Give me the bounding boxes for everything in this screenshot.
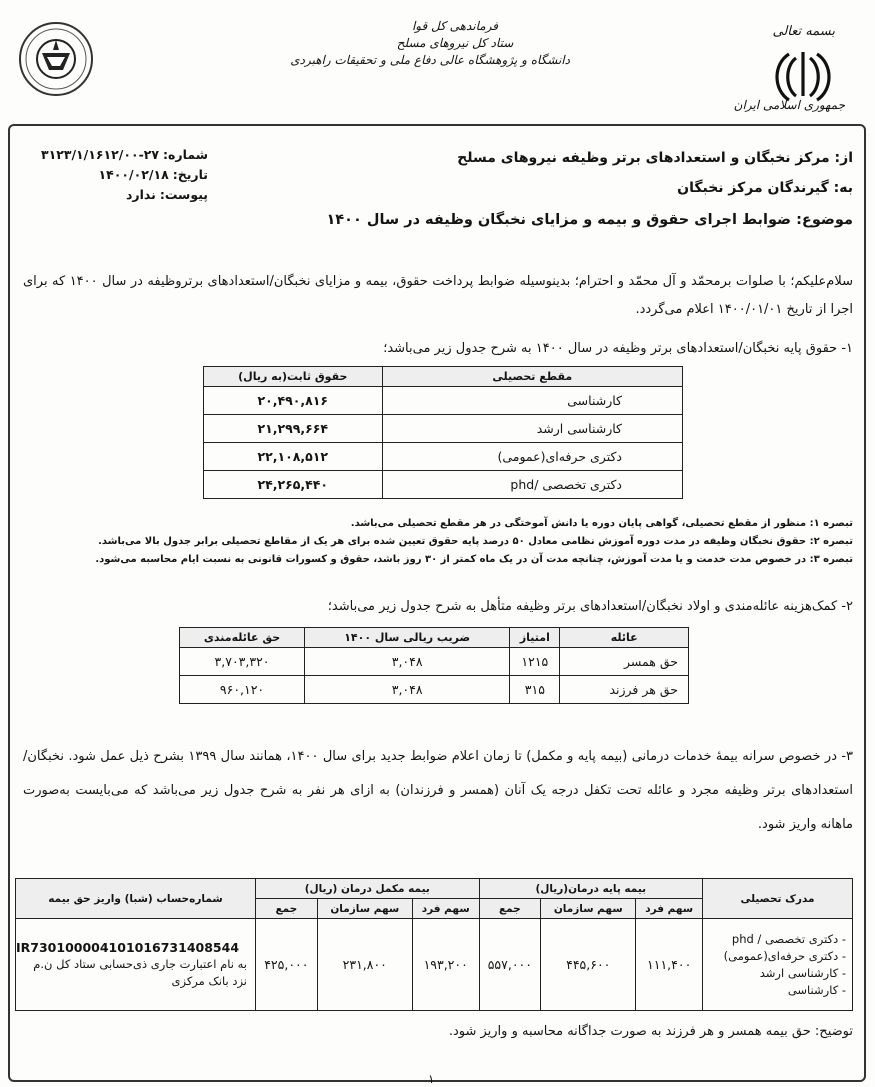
attachment-row (18, 185, 208, 205)
col-family: عائله (560, 628, 689, 648)
col-supp-total: جمع (256, 899, 318, 919)
note-3: تبصره ۳: در خصوص مدت خدمت و یا مدت آموزش، چنانچه مدت آن در یک ماه کمتر از ۳۰ روز باشد، حقوق و کسورات قانونی به نسبت ایام محاسبه می‌شود. (95, 554, 853, 565)
number-label: شماره: (163, 147, 208, 162)
item-3-paragraph: ۳- در خصوص سرانه بیمهٔ خدمات درمانی (بیمه پایه و مکمل) تا زمان اعلام ضوابط جدید برای سال ۱۴۰۰، همانند سال ۱۳۹۹ بشرح ذیل عمل شود. نخبگان/ استعدادهای برتر وظیفه مجرد و عائله تحت تکفل درجه یک آنان (همسر و فرزندان) به ازای هر نفر به شرح جدول زیر می‌باشد که می‌بایست به‌صورت ماهانه واریز شود. (23, 749, 853, 832)
salary-cell: ۲۲,۱۰۸,۵۱۲ (204, 443, 383, 471)
iran-emblem-icon (769, 46, 837, 106)
basic-person-cell: ۱۱۱,۴۰۰ (636, 919, 703, 1011)
table-row (204, 387, 683, 415)
family-cell: حق همسر (560, 648, 689, 676)
greeting-paragraph: سلام‌علیکم؛ با صلوات برمحمّد و آل محمّد و احترام؛ بدینوسیله ضوابط پرداخت حقوق، بیمه و مزایای نخبگان/استعدادهای برتروظیفه در سال ۱۴۰۰ که برای اجرا از تاریخ ۱۴۰۰/۰۱/۰۱ اعلام می‌گردد. (23, 274, 853, 317)
note-1: تبصره ۱: منظور از مقطع تحصیلی، گواهی پایان دوره یا دانش آموختگی در هر مقطع تحصیلی می‌باشد. (350, 518, 853, 529)
republic-label: جمهوری اسلامی ایران (733, 98, 845, 112)
salary-cell: ۲۱,۲۹۹,۶۶۴ (204, 415, 383, 443)
date-value: ۱۴۰۰/۰۲/۱۸ (98, 167, 169, 182)
col-points: امتیاز (510, 628, 560, 648)
family-header-row (180, 628, 689, 648)
item-2-paragraph: ۲- کمک‌هزینه عائله‌مندی و اولاد نخبگان/استعدادهای برتر وظیفه متأهل به شرح جدول زیر می‌باشد؛ (327, 599, 853, 614)
family-cell: حق هر فرزند (560, 676, 689, 704)
number-row (18, 145, 208, 165)
basic-org-cell: ۴۴۵,۶۰۰ (541, 919, 636, 1011)
amount-cell: ۹۶۰,۱۲۰ (180, 676, 305, 704)
hq-title (290, 18, 570, 69)
account-description: به نام اعتبارت جاری ذی‌حسابی ستاد کل ن.م نزد بانک مرکزی (33, 957, 247, 988)
col-salary: حقوق ثابت(به ریال) (204, 367, 383, 387)
notes-block (13, 515, 853, 569)
degree-cell: کارشناسی (382, 387, 682, 415)
coef-cell: ۳,۰۴۸ (305, 648, 510, 676)
col-coef: ضریب ریالی سال ۱۴۰۰ (305, 628, 510, 648)
table-row (16, 919, 853, 1011)
table-row (204, 415, 683, 443)
col-basic-org: سهم سازمان (541, 899, 636, 919)
attachment-value: ندارد (126, 187, 156, 202)
bismillah: بسمه تعالی (772, 24, 835, 39)
points-cell: ۱۲۱۵ (510, 648, 560, 676)
letterhead (0, 0, 875, 122)
amount-cell: ۳,۷۰۳,۳۲۰ (180, 648, 305, 676)
col-basic-total: جمع (479, 899, 541, 919)
col-degree: مقطع تحصیلی (382, 367, 682, 387)
supp-total-cell: ۴۲۵,۰۰۰ (256, 919, 318, 1011)
salary-cell: ۲۰,۴۹۰,۸۱۶ (204, 387, 383, 415)
university-seal-icon (17, 20, 95, 98)
hq-line-2: ستاد کل نیروهای مسلح (396, 36, 514, 50)
item-1-paragraph: ۱- حقوق پایه نخبگان/استعدادهای برتر وظیفه در سال ۱۴۰۰ به شرح جدول زیر می‌باشد؛ (383, 341, 853, 356)
date-label: تاریخ: (172, 167, 208, 182)
supp-person-cell: ۱۹۳,۲۰۰ (412, 919, 479, 1011)
insurance-table (15, 878, 853, 1011)
supp-org-cell: ۲۳۱,۸۰۰ (317, 919, 412, 1011)
account-cell (16, 919, 256, 1011)
salary-table (203, 366, 683, 499)
table-row (204, 443, 683, 471)
degree-cell: دکتری تخصصی /phd (382, 471, 682, 499)
number-value: ۳۱۲۳/۱/۱۶۱۲/۰۰-۲۷ (40, 147, 160, 162)
degree-list-cell (703, 919, 853, 1011)
note-2: تبصره ۲: حقوق نخبگان وظیفه در مدت دوره آموزش نظامی معادل ۵۰ درصد پایه حقوق تعیین شده برای هر یک از مقاطع تحصیلی برابر جدول بالا می‌باشد. (98, 536, 853, 547)
date-row (18, 165, 208, 185)
degree-cell: کارشناسی ارشد (382, 415, 682, 443)
group-basic: بیمه پایه درمان(ریال) (479, 879, 702, 899)
iban-number: IR730100004101016731408544 (16, 940, 240, 955)
letter-meta (18, 145, 208, 205)
attachment-label: پیوست: (159, 187, 208, 202)
table-row (204, 471, 683, 499)
col-basic-person: سهم فرد (636, 899, 703, 919)
degree-item: - دکتری حرفه‌ای(عمومی) (723, 948, 846, 963)
degree-item: - کارشناسی ارشد (759, 965, 846, 980)
table-row (180, 648, 689, 676)
subject-line: موضوع: ضوابط اجرای حقوق و بیمه و مزایای نخبگان وظیفه در سال ۱۴۰۰ (326, 212, 853, 228)
hq-line-3: دانشگاه و پژوهشگاه عالی دفاع ملی و تحقیقات راهبردی (290, 53, 570, 67)
col-supp-person: سهم فرد (412, 899, 479, 919)
col-amount: حق عائله‌مندی (180, 628, 305, 648)
from-line: از: مرکز نخبگان و استعدادهای برتر وظیفه نیروهای مسلح (457, 150, 853, 166)
col-degree: مدرک تحصیلی (703, 879, 853, 919)
group-supplementary: بیمه مکمل درمان (ریال) (256, 879, 480, 899)
table-row (180, 676, 689, 704)
page-number: ۱ (428, 1072, 435, 1086)
insurance-group-row (16, 879, 853, 899)
points-cell: ۳۱۵ (510, 676, 560, 704)
col-account: شماره‌حساب (شبا) واریز حق بیمه (16, 879, 256, 919)
basic-total-cell: ۵۵۷,۰۰۰ (479, 919, 541, 1011)
salary-cell: ۲۴,۲۶۵,۴۴۰ (204, 471, 383, 499)
hq-line-1: فرماندهی کل قوا (411, 19, 499, 33)
footer-note: توضیح: حق بیمه همسر و هر فرزند به صورت جداگانه محاسبه و واریز شود. (448, 1024, 853, 1039)
degree-item: - کارشناسی (787, 982, 846, 997)
salary-header-row (204, 367, 683, 387)
coef-cell: ۳,۰۴۸ (305, 676, 510, 704)
col-supp-org: سهم سازمان (317, 899, 412, 919)
degree-cell: دکتری حرفه‌ای(عمومی) (382, 443, 682, 471)
to-line: به: گیرندگان مرکز نخبگان (677, 180, 853, 196)
family-allowance-table (179, 627, 689, 704)
degree-item: - دکتری تخصصی / phd (731, 931, 846, 946)
